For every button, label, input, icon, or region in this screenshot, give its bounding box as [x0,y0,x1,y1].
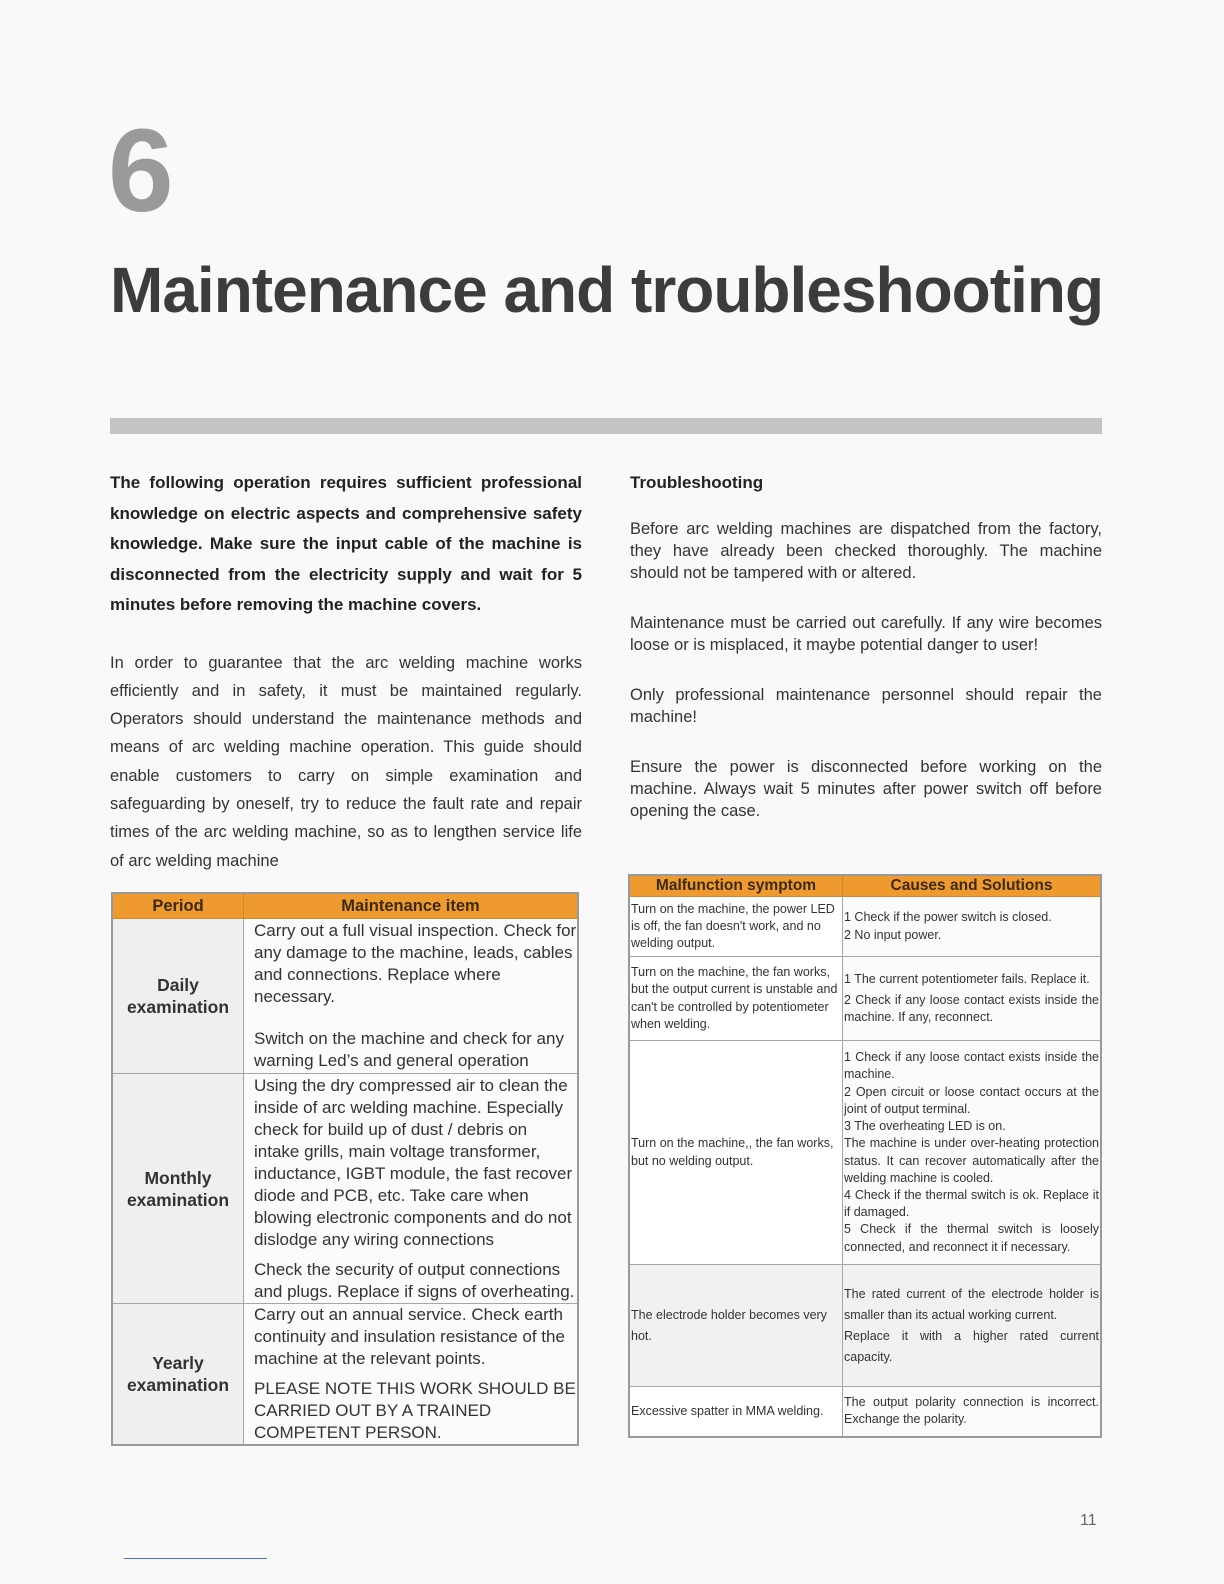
solution-line: 2 Open circuit or loose contact occurs at the joint of output terminal. [844,1084,1099,1116]
header-malfunction-symptom: Malfunction symptom [629,875,843,897]
troubleshooting-paragraph: Only professional maintenance personnel should repair the machine! [630,686,1102,726]
solution-line: The rated current of the electrode holder is smaller than its actual working current. [844,1286,1099,1322]
solution-cell [843,957,1102,1041]
item-text: PLEASE NOTE THIS WORK SHOULD BE CARRIED OUT BY A TRAINED COMPETENT PERSON. [254,1379,576,1442]
item-text: Check the security of output connections and plugs. Replace if signs of overheating. [254,1259,575,1301]
table-row [112,1304,578,1446]
chapter-title: Maintenance and troubleshooting [110,254,1104,326]
solution-line: The output polarity connection is incorrect. Exchange the polarity. [844,1395,1099,1427]
item-text: Switch on the machine and check for any warning Led’s and general operation [254,1029,564,1070]
chapter-number: 6 [108,105,174,237]
section-divider [110,418,1102,434]
table-row [629,957,1101,1041]
solution-line: 1 Check if the power switch is closed. [844,910,1052,925]
solution-cell [843,1041,1102,1265]
solution-line: 1 Check if any loose contact exists inside the machine. [844,1050,1099,1082]
table-row [112,1074,578,1304]
solution-line: The machine is under over-heating protection status. It can recover automatically after the welding machine is cooled. [844,1136,1099,1185]
maintenance-item-daily [244,919,579,1074]
troubleshooting-paragraph: Ensure the power is disconnected before working on the machine. Always wait 5 minutes after power switch off before opening the case. [630,758,1102,820]
header-period: Period [112,893,244,919]
solution-line: 2 Check if any loose contact exists inside the machine. If any, reconnect. [844,992,1099,1025]
header-causes-solutions: Causes and Solutions [843,875,1102,897]
footer-rule [124,1558,267,1559]
troubleshooting-paragraph: Maintenance must be carried out carefully. If any wire becomes loose or is misplaced, it maybe potential danger to user! [630,614,1102,654]
troubleshooting-table [628,874,1102,1438]
item-text: Carry out a full visual inspection. Check for any damage to the machine, leads, cables and connections. Replace where necessary. [254,921,577,1006]
solution-cell [843,897,1102,957]
solution-line: 1 The current potentiometer fails. Replace it. [844,971,1090,986]
troubleshooting-table-header [629,875,1101,897]
solution-cell [843,1265,1102,1387]
maintenance-item-monthly [244,1074,579,1304]
symptom-cell: Turn on the machine, the power LED is off, the fan doesn't work, and no welding output. [629,897,843,957]
table-row [629,1041,1101,1265]
troubleshooting-paragraph: Before arc welding machines are dispatched from the factory, they have already been checked thoroughly. The machine should not be tampered with or altered. [630,520,1102,582]
table-row [629,1387,1101,1437]
symptom-cell: Turn on the machine, the fan works, but the output current is unstable and can't be controlled by potentiometer when welding. [629,957,843,1041]
troubleshooting-heading: Troubleshooting [630,473,764,492]
table-row [629,897,1101,957]
page-number: 11 [1080,1512,1097,1529]
period-yearly: Yearly examination [112,1304,244,1446]
header-maintenance-item: Maintenance item [244,893,579,919]
table-row [112,919,578,1074]
maintenance-table-header [112,893,578,919]
solution-line: 5 Check if the thermal switch is loosely connected, and reconnect it if necessary. [844,1222,1099,1254]
left-column [110,468,582,875]
maintenance-item-yearly [244,1304,579,1446]
solution-line: 2 No input power. [844,927,942,942]
table-row [629,1265,1101,1387]
symptom-cell: Excessive spatter in MMA welding. [629,1387,843,1437]
intro-paragraph: In order to guarantee that the arc welding machine works efficiently and in safety, it must be maintained regularly. Operators should understand the maintenance methods and means of arc welding machine operation. This guide should enable customers to carry on simple examination and safeguarding by oneself, try to reduce the fault rate and repair times of the arc welding machine, so as to lengthen service life of arc welding machine [110,653,582,870]
maintenance-table [111,892,579,1446]
solution-cell [843,1387,1102,1437]
solution-line: 3 The overheating LED is on. [844,1119,1006,1134]
period-daily: Daily examination [112,919,244,1074]
solution-line: Replace it with a higher rated current capacity. [844,1328,1099,1364]
item-text: Using the dry compressed air to clean the inside of arc welding machine. Especially check for build up of dust / debris on intake grills, main voltage transformer, inductance, IGBT module, the fast recover diode and PCB, etc. Take care when blowing electronic components and do not dislodge any wiring connections [254,1075,573,1249]
symptom-cell: Turn on the machine,, the fan works, but no welding output. [629,1041,843,1265]
symptom-cell: The electrode holder becomes very hot. [629,1265,843,1387]
safety-warning: The following operation requires sufficient professional knowledge on electric aspects and comprehensive safety knowledge. Make sure the input cable of the machine is disconnected from the electricity supply and wait for 5 minutes before removing the machine covers. [110,473,582,614]
period-monthly: Monthly examination [112,1074,244,1304]
item-text: Carry out an annual service. Check earth continuity and insulation resistance of the machine at the relevant points. [254,1305,565,1368]
solution-line: 4 Check if the thermal switch is ok. Replace it if damaged. [844,1187,1099,1220]
right-column [630,468,1102,822]
